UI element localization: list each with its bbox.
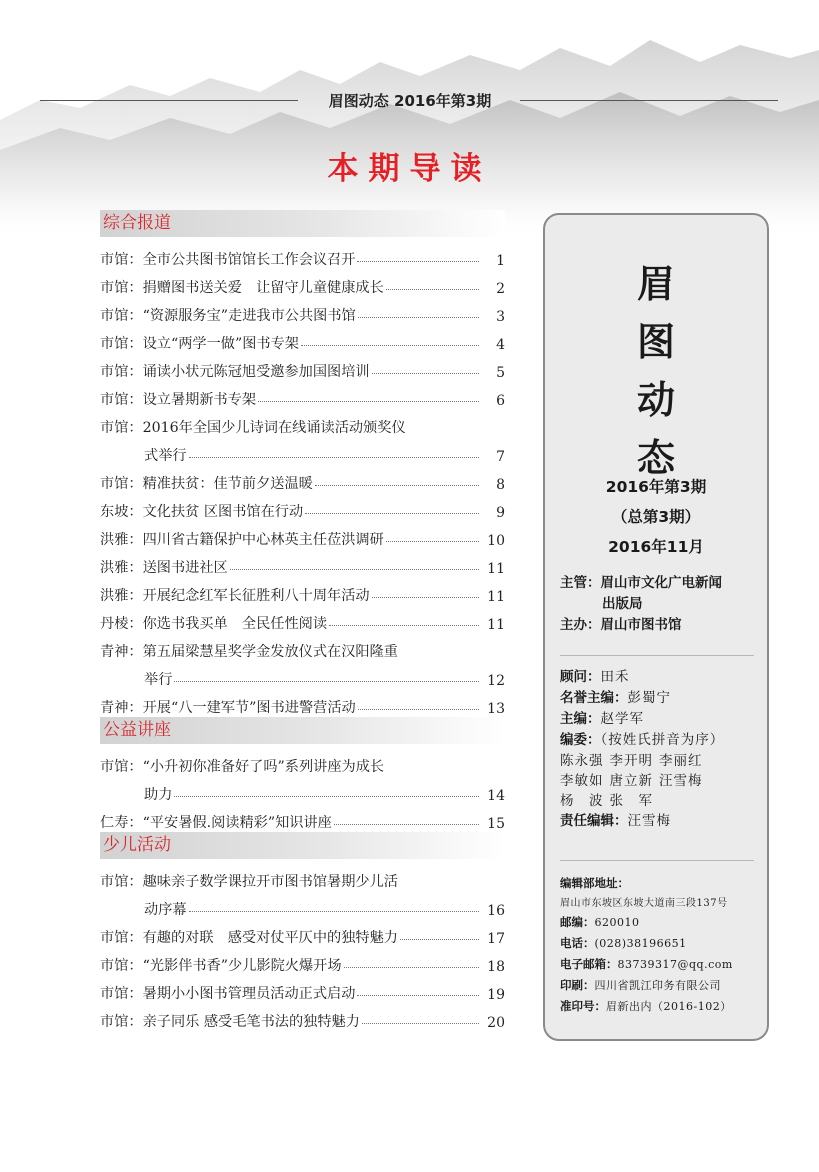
- entry-source: 市馆：: [100, 280, 143, 296]
- entry-source: 仁寿：: [100, 815, 143, 831]
- entry-title-cont: 式举行: [144, 448, 187, 464]
- entry-title: 开展纪念红军长征胜利八十周年活动: [142, 588, 370, 604]
- entry-source: 市馆：: [100, 986, 143, 1002]
- entry-page: 3: [496, 309, 505, 325]
- toc-entry[interactable]: [100, 549, 505, 577]
- dot-leader: [334, 824, 479, 825]
- divider: [560, 860, 754, 861]
- editorial-block: [560, 667, 760, 832]
- toc-entry[interactable]: [100, 577, 505, 605]
- hon-editor-value: 彭蜀宁: [627, 690, 671, 706]
- entry-source: 市馆：: [100, 930, 143, 946]
- entry-title: 你选书我买单 全民任性阅读: [142, 616, 328, 632]
- toc-entry[interactable]: [100, 947, 505, 975]
- dot-leader: [358, 709, 479, 710]
- header-rule-right: [520, 100, 778, 101]
- toc-entry[interactable]: [100, 919, 505, 947]
- dot-leader: [230, 569, 479, 570]
- permit-label: 准印号：: [560, 999, 606, 1013]
- dot-leader: [174, 681, 479, 682]
- entry-title: “资源服务宝”走进我市公共图书馆: [142, 308, 356, 324]
- entry-title: “平安暑假.阅读精彩”知识讲座: [142, 815, 332, 831]
- entry-title: 第五届梁慧星奖学金发放仪式在汉阳隆重: [142, 644, 398, 660]
- entry-title: 捐赠图书送关爱 让留守儿童健康成长: [142, 280, 384, 296]
- dot-leader: [372, 597, 479, 598]
- resp-editor-value: 汪雪梅: [627, 813, 671, 829]
- entry-page: 1: [496, 253, 505, 269]
- committee-member: 杨 波: [560, 793, 604, 809]
- dot-leader: [301, 345, 479, 346]
- email-label: 电子邮箱：: [560, 957, 618, 971]
- entry-source: 市馆：: [100, 1014, 143, 1030]
- dot-leader: [400, 939, 479, 940]
- entry-page: 6: [496, 393, 505, 409]
- page-header: [0, 90, 819, 110]
- toc-entry[interactable]: [100, 325, 505, 353]
- supervisor-value: 眉山市文化广电新闻: [600, 575, 722, 591]
- entry-page: 11: [487, 561, 505, 577]
- toc-entry[interactable]: [100, 381, 505, 409]
- committee-member: 李敏如: [560, 773, 604, 789]
- entry-title: 设立暑期新书专架: [142, 392, 257, 408]
- entry-page: 7: [496, 449, 505, 465]
- toc-section-header: 少儿活动: [100, 832, 505, 859]
- dot-leader: [358, 317, 479, 318]
- toc-entry[interactable]: [100, 804, 505, 832]
- publisher-block: [560, 573, 760, 636]
- dot-leader: [372, 373, 479, 374]
- entry-page: 10: [487, 533, 505, 549]
- address-value: 眉山市东坡区东坡大道南三段137号: [560, 898, 728, 909]
- entry-title: 送图书进社区: [142, 560, 228, 576]
- committee-member: 唐立新: [609, 773, 653, 789]
- email-value: 83739317@qq.com: [617, 958, 733, 971]
- entry-title: 全市公共图书馆馆长工作会议召开: [142, 252, 356, 268]
- toc-entry[interactable]: [100, 975, 505, 1003]
- toc-entry[interactable]: [100, 297, 505, 325]
- dot-leader: [357, 261, 479, 262]
- entry-source: 市馆：: [100, 364, 143, 380]
- dot-leader: [386, 289, 479, 290]
- contact-block: [560, 873, 770, 1017]
- dot-leader: [357, 995, 479, 996]
- toc-entry[interactable]: [100, 689, 505, 717]
- entry-source: 市馆：: [100, 759, 143, 775]
- entry-source: 市馆：: [100, 308, 143, 324]
- toc-entry[interactable]: [100, 521, 505, 549]
- entry-page: 19: [487, 987, 505, 1003]
- entry-title-cont: 动序幕: [144, 902, 187, 918]
- entry-page: 17: [487, 931, 505, 947]
- entry-page: 11: [487, 589, 505, 605]
- entry-title-cont: 助力: [144, 787, 173, 803]
- printer-label: 印刷：: [560, 978, 595, 992]
- masthead-panel: [543, 213, 769, 1041]
- entry-title-cont: 举行: [144, 672, 173, 688]
- entry-source: 东坡：: [100, 504, 143, 520]
- entry-source: 洪雅：: [100, 560, 143, 576]
- advisor-value: 田禾: [600, 669, 630, 685]
- entry-title: “小升初你准备好了吗”系列讲座为成长: [142, 759, 385, 775]
- entry-title: 暑期小小图书管理员活动正式启动: [142, 986, 356, 1002]
- entry-source: 市馆：: [100, 476, 143, 492]
- printer-value: 四川省凯江印务有限公司: [594, 979, 721, 992]
- committee-member: 汪雪梅: [659, 773, 703, 789]
- entry-source: 丹棱：: [100, 616, 143, 632]
- committee-member: 李丽红: [659, 753, 703, 769]
- entry-source: 市馆：: [100, 958, 143, 974]
- entry-title: 文化扶贫 区图书馆在行动: [142, 504, 304, 520]
- dot-leader: [329, 625, 479, 626]
- entry-page: 18: [487, 959, 505, 975]
- committee-member: 陈永强: [560, 753, 604, 769]
- entry-source: 市馆：: [100, 874, 143, 890]
- entry-source: 市馆：: [100, 392, 143, 408]
- entry-page: 8: [496, 477, 505, 493]
- committee-label: 编委：: [560, 732, 601, 748]
- journal-title: [545, 255, 767, 487]
- postcode-value: 620010: [594, 916, 640, 929]
- entry-page: 15: [487, 816, 505, 832]
- issue-number: 2016年第3期: [605, 478, 707, 496]
- issue-date: 2016年11月: [608, 538, 704, 556]
- entry-title: 亲子同乐 感受毛笔书法的独特魅力: [142, 1014, 360, 1030]
- toc-entry[interactable]: [100, 1003, 505, 1031]
- toc-entry[interactable]: [100, 353, 505, 381]
- toc-entry[interactable]: [100, 633, 505, 689]
- entry-source: 市馆：: [100, 420, 143, 436]
- toc-entry[interactable]: [100, 269, 505, 297]
- committee-note: （按姓氏拼音为序）: [600, 732, 725, 748]
- sponsor-label: 主办：: [560, 617, 601, 633]
- phone-value: (028)38196651: [594, 937, 687, 950]
- entry-title: 设立“两学一做”图书专架: [142, 336, 299, 352]
- entry-page: 9: [496, 505, 505, 521]
- entry-title: 四川省古籍保护中心林英主任莅洪调研: [142, 532, 384, 548]
- entry-page: 5: [496, 365, 505, 381]
- journal-title-char: 眉: [636, 262, 675, 306]
- table-of-contents: [100, 210, 505, 1031]
- toc-entry[interactable]: [100, 409, 505, 465]
- advisor-label: 顾问：: [560, 669, 601, 685]
- dot-leader: [344, 967, 479, 968]
- entry-source: 市馆：: [100, 252, 143, 268]
- toc-entry[interactable]: [100, 493, 505, 521]
- toc-entry[interactable]: [100, 465, 505, 493]
- journal-title-char: 态: [636, 436, 675, 480]
- dot-leader: [305, 513, 479, 514]
- divider: [560, 655, 754, 656]
- dot-leader: [174, 796, 479, 797]
- dot-leader: [315, 485, 479, 486]
- dot-leader: [189, 457, 479, 458]
- entry-page: 14: [487, 788, 505, 804]
- entry-title: 诵读小状元陈冠旭受邀参加国图培训: [142, 364, 370, 380]
- dot-leader: [258, 401, 479, 402]
- phone-label: 电话：: [560, 936, 595, 950]
- address-label: 编辑部地址：: [560, 876, 629, 890]
- entry-source: 洪雅：: [100, 532, 143, 548]
- entry-title: 精准扶贫：佳节前夕送温暖: [142, 476, 313, 492]
- entry-source: 青神：: [100, 700, 143, 716]
- dot-leader: [386, 541, 479, 542]
- entry-title: “光影伴书香”少儿影院火爆开场: [142, 958, 342, 974]
- header-text: 眉图动态 2016年第3期: [328, 92, 492, 110]
- issue-info: [545, 472, 767, 562]
- chief-editor-value: 赵学军: [600, 711, 644, 727]
- entry-source: 洪雅：: [100, 588, 143, 604]
- postcode-label: 邮编：: [560, 915, 595, 929]
- resp-editor-label: 责任编辑：: [560, 813, 628, 829]
- dot-leader: [189, 911, 479, 912]
- journal-title-char: 动: [636, 378, 675, 422]
- entry-page: 4: [496, 337, 505, 353]
- permit-value: 眉新出内（2016-102）: [606, 1000, 732, 1013]
- total-issue-number: （总第3期）: [611, 508, 701, 526]
- entry-page: 20: [487, 1015, 505, 1031]
- entry-title: 2016年全国少儿诗词在线诵读活动颁奖仪: [142, 420, 406, 436]
- toc-entry[interactable]: [100, 748, 505, 804]
- toc-section-header: 公益讲座: [100, 717, 505, 744]
- sponsor-value: 眉山市图书馆: [600, 617, 682, 633]
- dot-leader: [362, 1023, 479, 1024]
- entry-page: 2: [496, 281, 505, 297]
- chief-editor-label: 主编：: [560, 711, 601, 727]
- entry-page: 16: [487, 903, 505, 919]
- toc-entry[interactable]: [100, 605, 505, 633]
- entry-page: 13: [487, 701, 505, 717]
- header-rule-left: [40, 100, 298, 101]
- entry-title: 开展“八一建军节”图书进警营活动: [142, 700, 356, 716]
- toc-entry[interactable]: [100, 863, 505, 919]
- hon-editor-label: 名誉主编：: [560, 690, 628, 706]
- entry-title: 有趣的对联 感受对仗平仄中的独特魅力: [142, 930, 398, 946]
- supervisor-value-cont: 出版局: [602, 596, 643, 612]
- entry-source: 市馆：: [100, 336, 143, 352]
- entry-page: 12: [487, 673, 505, 689]
- page-title: 本期导读: [327, 151, 492, 187]
- mountain-background: [0, 0, 819, 240]
- committee-member: 张 军: [609, 793, 653, 809]
- committee-member: 李开明: [609, 753, 653, 769]
- journal-title-char: 图: [636, 320, 675, 364]
- supervisor-label: 主管：: [560, 575, 601, 591]
- toc-entry[interactable]: [100, 241, 505, 269]
- entry-title: 趣味亲子数学课拉开市图书馆暑期少儿活: [142, 874, 398, 890]
- entry-source: 青神：: [100, 644, 143, 660]
- toc-section-header: 综合报道: [100, 210, 505, 237]
- entry-page: 11: [487, 617, 505, 633]
